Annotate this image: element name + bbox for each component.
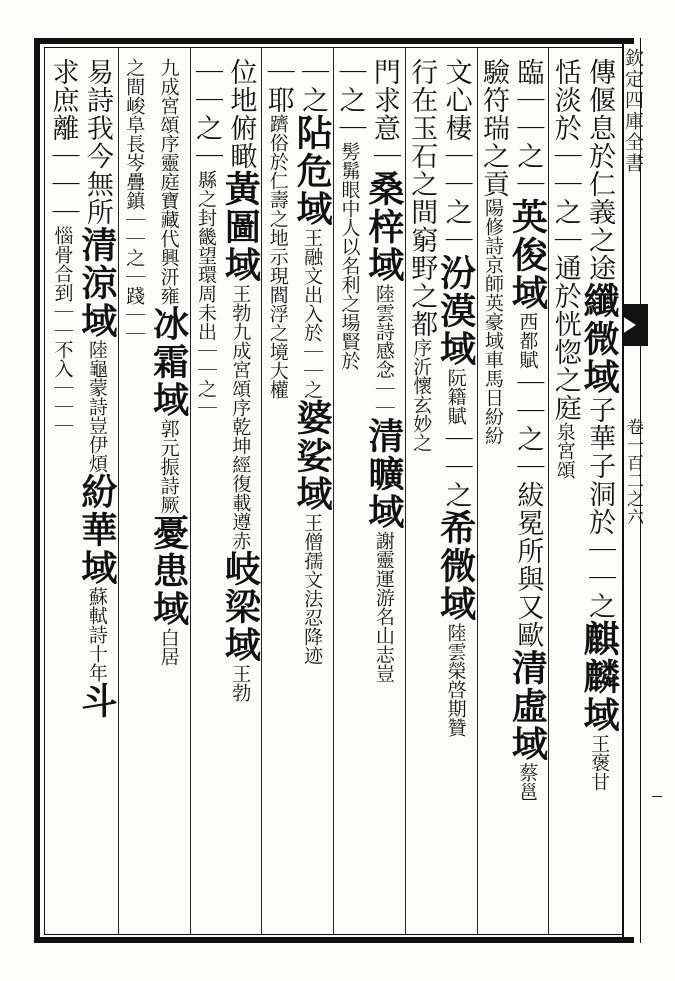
text-segment: 縣之封畿望環周未出｜｜之｜ (194, 170, 217, 417)
margin-tick (652, 796, 662, 797)
text-segment: 王勃九成宮頌序乾坤經復載遵赤 (229, 284, 252, 550)
text-segment: 踐｜｜ (123, 286, 146, 343)
text-column (407, 58, 441, 928)
text-segment: 王僧孺文法忍降迹 (301, 513, 324, 665)
text-column (479, 58, 513, 928)
text-segment: 惱骨合到｜｜ (51, 226, 74, 340)
text-segment: ｜｜之｜ (190, 58, 222, 170)
text-segment: 門求意｜ (368, 58, 400, 170)
text-segment: 恬淡於｜｜之｜ (549, 58, 581, 254)
text-column (48, 58, 82, 928)
text-segment: 易詩我今無所 (81, 58, 113, 226)
text-segment: 窮野之都 (406, 226, 438, 338)
headword: 纖微域 (578, 282, 621, 396)
text-segment: 九成宮頌序靈庭寶藏代興汧雍 (157, 58, 180, 305)
text-segment: 行在玉石之間 (406, 58, 438, 226)
text-column (219, 58, 262, 928)
text-segment: 序沂懷玄妙之 (410, 338, 433, 452)
text-segment: 陸雲詩感念｜｜ (372, 284, 395, 417)
text-column (506, 58, 549, 928)
headword: 紛華域 (75, 473, 118, 587)
headword: 汾漠域 (434, 254, 477, 368)
text-segment: 驗符瑞之貢 (477, 58, 509, 198)
text-segment: ｜｜之｜紱冕所與又歐 (512, 369, 544, 649)
headword: 婆娑域 (291, 399, 334, 513)
text-segment: 示現閻浮之境大權 (266, 247, 289, 399)
text-column (362, 58, 405, 928)
text-segment: 子華子洞於｜｜之 (584, 396, 616, 620)
headword: 清虛域 (506, 649, 549, 763)
headword: 清涼域 (75, 226, 118, 340)
text-segment: 躋俗於仁壽之地 (266, 114, 289, 247)
juan-number: 卷一百二之六 (623, 418, 643, 526)
text-column (550, 58, 584, 928)
text-segment: 泉宮頌 (553, 422, 576, 479)
text-segment: 臨｜｜之｜ (512, 58, 544, 198)
text-segment: 王褒甘 (588, 734, 611, 791)
headword: 斗 (75, 682, 118, 720)
headword: 英俊域 (506, 198, 549, 312)
text-segment: 傳偃息於仁義之途 (584, 58, 616, 282)
text-segment: 王勃 (229, 664, 252, 702)
text-segment: 白居 (157, 628, 180, 666)
text-segment: 求庶離｜｜｜ (47, 58, 79, 226)
text-segment: 之間峻阜長岑疊鎮｜｜之｜ (123, 58, 146, 286)
text-segment: 位地俯瞰 (225, 58, 257, 170)
text-segment: 蔡邕 (516, 763, 539, 801)
text-segment: 阮籍賦 (444, 368, 467, 425)
text-segment: 謝靈運游名山志豈 (372, 531, 395, 683)
text-segment: 陽修詩京師英豪域車馬日紛紛 (481, 198, 504, 445)
text-column (434, 58, 477, 928)
book-title: 欽定四庫全書 (622, 48, 644, 174)
headword: 岐梁域 (219, 550, 262, 664)
headword: 桑梓域 (362, 170, 405, 284)
headword: 清曠域 (362, 417, 405, 531)
headword: 憂患域 (147, 514, 190, 628)
text-segment: 陸龜蒙詩豈伊煩 (85, 340, 108, 473)
text-column (192, 58, 226, 928)
text-segment: 以名利之場賢於 (338, 237, 361, 370)
text-column (120, 58, 154, 928)
text-segment: ｜之｜ (334, 58, 366, 142)
text-segment: 蘇軾詩十年 (85, 587, 108, 682)
text-segment: 髣髴眼中人 (338, 142, 361, 237)
text-column (75, 58, 118, 928)
text-segment: 西都賦 (516, 312, 539, 369)
text-segment: 王融文出入於｜｜之 (301, 228, 324, 399)
headword: 麒麟域 (578, 620, 621, 734)
text-column (263, 58, 297, 928)
text-column (291, 58, 334, 928)
text-segment: 文心棲｜｜之｜ (440, 58, 472, 254)
text-column (147, 58, 190, 928)
text-segment: 不入｜｜｜ (51, 340, 74, 435)
text-segment: ｜耶 (262, 58, 294, 114)
text-column (578, 58, 621, 928)
headword: 希微域 (434, 509, 477, 623)
text-column (335, 58, 369, 928)
headword: 冰霜域 (147, 305, 190, 419)
headword: 黃圖域 (219, 170, 262, 284)
text-segment: 陸雲榮啓期贊 (444, 623, 467, 737)
text-segment: 郭元振詩厥 (157, 419, 180, 514)
text-segment: ｜之 (297, 58, 329, 114)
text-segment: ｜｜之 (440, 425, 472, 509)
text-segment: 通於恍惚之庭 (549, 254, 581, 422)
headword: 阽危域 (291, 114, 334, 228)
fish-tail-mark-icon (618, 304, 648, 346)
